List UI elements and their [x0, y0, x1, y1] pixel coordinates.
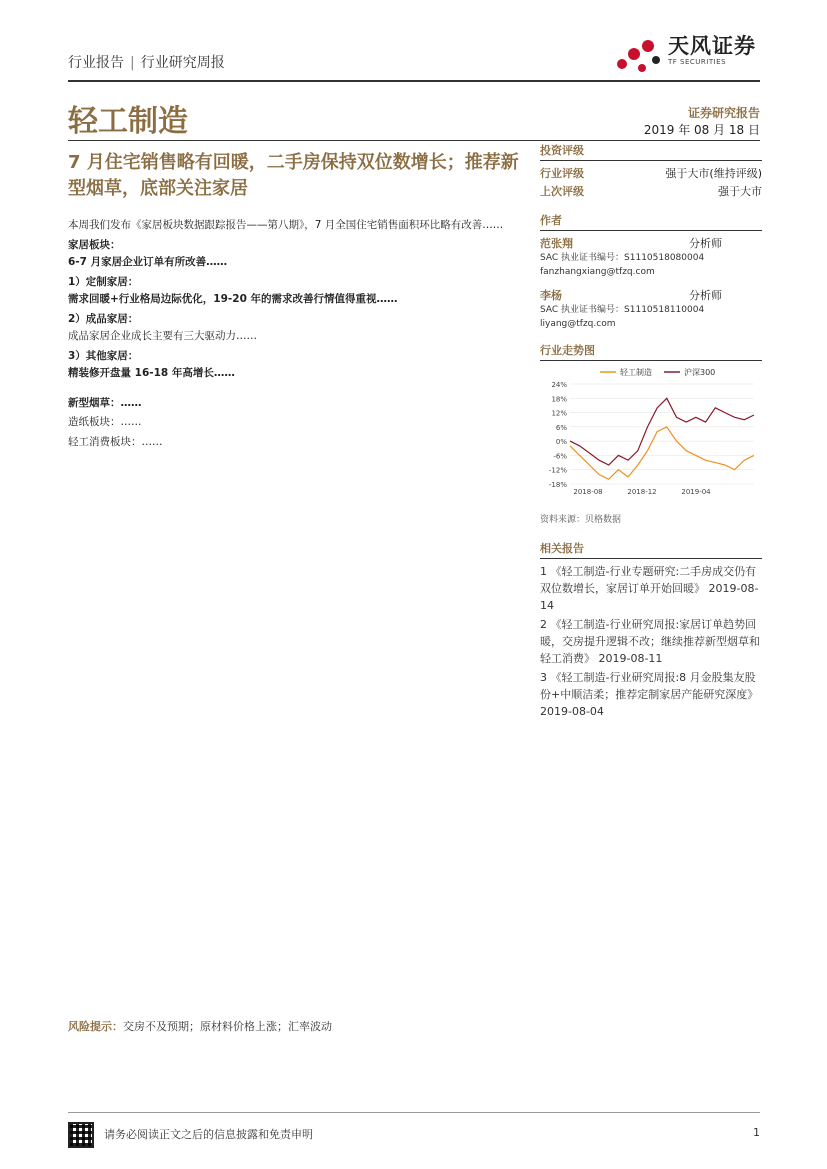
paper-paragraph: 造纸板块：…… [68, 416, 142, 428]
chart-x-tick-label: 2018-12 [627, 488, 657, 496]
chart-series-line [570, 398, 754, 465]
author-role: 分析师 [689, 289, 722, 302]
authors-box [540, 212, 762, 331]
authors-heading: 作者 [540, 212, 762, 231]
brand-name-en: TF SECURITIES [668, 58, 727, 66]
industry-trend-chart [540, 360, 762, 500]
tobacco-paragraph: 新型烟草：…… [68, 396, 142, 409]
author-name: 李杨 [540, 289, 562, 302]
chart-y-tick-label: 12% [551, 409, 567, 418]
home-paragraph: 6-7 月家居企业订单有所改善…… [68, 256, 228, 268]
risk-note [68, 1018, 526, 1034]
section-heading: 家居板块： [68, 238, 121, 251]
report-title: 7 月住宅销售略有回暖，二手房保持双位数增长；推荐新型烟草，底部关注家居 [68, 152, 519, 200]
report-date: 2019 年 08 月 18 日 [643, 123, 760, 137]
chart-source: 资料来源：贝格数据 [540, 515, 622, 525]
chart-y-tick-label: -18% [548, 481, 567, 489]
chart-heading: 行业走势图 [540, 342, 762, 361]
author-email[interactable]: fanzhangxiang@tfzq.com [540, 267, 655, 277]
report-body [68, 218, 526, 454]
footer-divider [68, 1112, 760, 1113]
related-item[interactable]: 3 《轻工制造-行业研究周报:8 月金股集友股份+中顺洁柔；推荐定制家居产能研究深度》 2019-08-04 [540, 671, 759, 718]
chart-x-tick-label: 2018-08 [573, 488, 603, 496]
rating-row [540, 165, 762, 183]
rating-box [540, 142, 762, 201]
author-email[interactable]: liyang@tfzq.com [540, 319, 616, 329]
header-divider [68, 80, 760, 82]
author-sac: SAC 执业证书编号：S1110518110004 [540, 305, 705, 315]
report-type-label: 行业报告 [68, 55, 124, 71]
title-divider [68, 140, 760, 141]
report-type: 行业报告 | 行业研究周报 [68, 55, 225, 71]
related-reports [540, 540, 762, 722]
author-sac: SAC 执业证书编号：S1110518080004 [540, 253, 705, 263]
section-heading: 3）其他家居： [68, 349, 139, 362]
risk-value: 交房不及预期；原材料价格上涨；汇率波动 [123, 1020, 332, 1033]
brand-name: 天风证券 [668, 34, 756, 58]
other-paragraph: 精装修开盘量 16-18 年高增长…… [68, 367, 235, 379]
rating-key: 上次评级 [540, 185, 584, 198]
author-role: 分析师 [689, 237, 722, 250]
chart-x-tick-label: 2019-04 [681, 488, 711, 496]
summary-paragraph: 本周我们发布《家居板块数据跟踪报告——第八期》，7 月全国住宅销售面积环比略有改善…… [68, 219, 504, 231]
chart-legend-label: 沪深300 [684, 368, 716, 377]
chart-y-tick-label: 0% [555, 438, 567, 447]
risk-key: 风险提示： [68, 1020, 123, 1033]
custom-paragraph: 需求回暖+行业格局边际优化，19-20 年的需求改善行情值得重视…… [68, 293, 398, 305]
chart-y-tick-label: 6% [555, 423, 567, 432]
chart-legend-label: 轻工制造 [620, 368, 652, 377]
page-number: 1 [753, 1126, 760, 1139]
light-paragraph: 轻工消费板块：…… [68, 435, 163, 448]
related-item[interactable]: 2 《轻工制造-行业研究周报:家居订单趋势回暖，交房提升逻辑不改；继续推荐新型烟草和轻工消费》 2019-08-11 [540, 618, 760, 665]
chart-series-line [570, 427, 754, 479]
rating-row [540, 183, 762, 201]
related-heading: 相关报告 [540, 540, 762, 559]
chart-y-tick-label: -6% [553, 452, 567, 461]
section-heading: 2）成品家居： [68, 312, 139, 325]
report-label: 证券研究报告 [687, 106, 760, 120]
rating-heading: 投资评级 [540, 142, 762, 161]
sector-title: 轻工制造 [68, 104, 188, 139]
rating-key: 行业评级 [540, 167, 584, 180]
finished-paragraph: 成品家居企业成长主要有三大驱动力…… [68, 330, 257, 342]
author-row [540, 287, 762, 303]
chart-y-tick-label: -12% [548, 466, 567, 475]
rating-value: 强于大市(维持评级) [665, 167, 762, 180]
author-name: 范张翔 [540, 237, 573, 250]
rating-value: 强于大市 [718, 185, 762, 198]
author-row [540, 235, 762, 251]
chart-y-tick-label: 24% [551, 381, 567, 389]
qr-code-icon [68, 1122, 94, 1148]
chart-y-tick-label: 18% [551, 395, 567, 404]
report-subtype-label: 行业研究周报 [140, 55, 225, 71]
footer-note[interactable]: 请务必阅读正文之后的信息披露和免责申明 [104, 1128, 313, 1141]
section-heading: 1）定制家居： [68, 275, 139, 288]
related-item[interactable]: 1 《轻工制造-行业专题研究:二手房成交仍有双位数增长，家居订单开始回暖》 2019-08-14 [540, 565, 759, 612]
